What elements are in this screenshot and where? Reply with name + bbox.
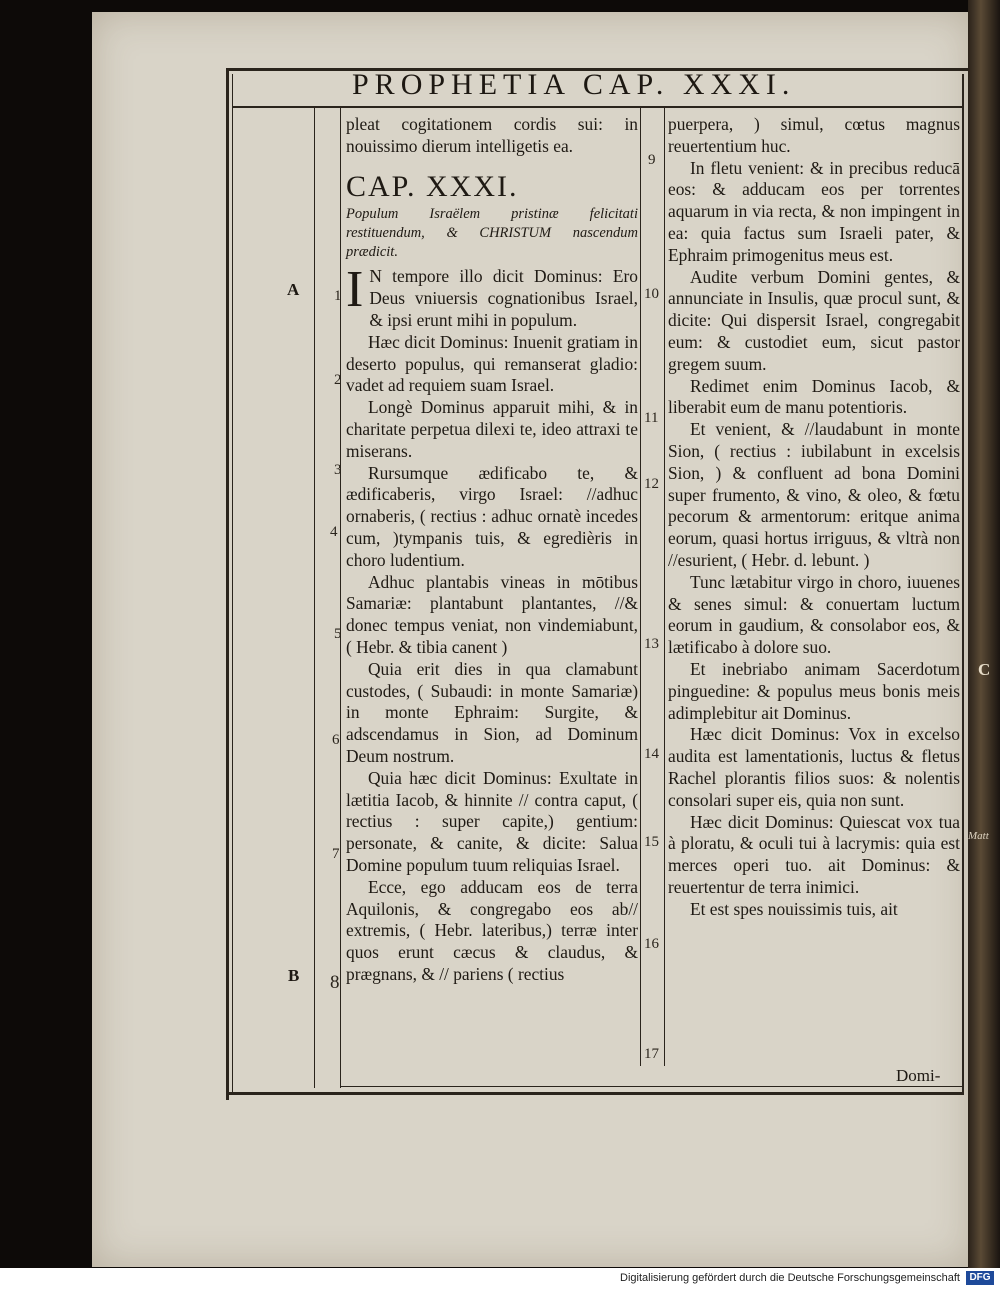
- left-text-column: [346, 114, 638, 986]
- verse-number: 8: [330, 972, 340, 993]
- right-rule: [962, 74, 964, 1092]
- verse-13: Tunc lætabitur virgo in choro, iuuenes & senes simul: & conuertam luctum eorum in gaudium, & consolabor eos, & lætificabo à dolore suo.: [668, 571, 960, 658]
- digitization-credit: Digitalisierung gefördert durch die Deutsche Forschungsgemeinschaft: [620, 1272, 960, 1284]
- verse-3: Longè Dominus apparuit mihi, & in charitate perpetua dilexi te, ideo attraxi te miserans.: [346, 397, 638, 461]
- running-title: PROPHETIA CAP. XXXI.: [352, 68, 796, 101]
- book-edge: [968, 0, 1000, 1270]
- verse-10: Audite verbum Domini gentes, & annunciate in Insulis, quæ procul sunt, & dicite: Qui dispersit Israel, congregabit eum: & custodiet eum, sicut pastor gregem suum.: [668, 266, 960, 374]
- margin-rule: [314, 108, 315, 1088]
- verse-7: Quia hæc dicit Dominus: Exultate in lætitia Iacob, & hinnite // contra caput, ( rectius : super capite,) gentium: personate, & canite, & dicite: Salua Domine populum tuum reliquias Israel.: [346, 767, 638, 875]
- left-inner-rule: [232, 74, 233, 1092]
- margin-letter-c: C: [978, 660, 991, 679]
- marginal-reference: Matt: [968, 830, 989, 842]
- left-outer-rule: [226, 68, 229, 1100]
- verse-12: Et venient, & //laudabunt in monte Sion, ( rectius : iubilabunt in excelsis Sion, ) & confluent ad bona Domini super frumento, & vino, & oleo, & fœtu pecorum & armentorum: eritque anima eorum, quasi hortus irriguus, & vltrà non //esurient, ( Hebr. d. lebunt. ): [668, 419, 960, 570]
- header-rule: [232, 106, 964, 108]
- verse-11: Redimet enim Dominus Iacob, & liberabit eum de manu potentioris.: [668, 375, 960, 418]
- verse-15: Hæc dicit Dominus: Vox in excelso audita est lamentationis, luctus & fletus Rachel plorantis filios suos: & nolentis consolari super eis, quia non sunt.: [668, 724, 960, 810]
- verse-6: Quia erit dies in qua clamabunt custodes, ( Subaudi: in monte Samariæ) in monte Ephraim: Surgite, & adscendamus in Sion, ad Dominum Deum nostrum.: [346, 658, 638, 766]
- chapter-heading: CAP. XXXI.: [346, 169, 519, 203]
- verse-number: 16: [644, 936, 659, 952]
- verse-8: Ecce, ego adducam eos de terra Aquilonis, & congregabo eos ab// extremis, ( Hebr. lateribus,) terræ inter quos erunt cæcus & claudus, & prægnans, & // pariens ( rectius: [346, 876, 638, 984]
- verse-number: 13: [644, 636, 659, 652]
- verse-number: 4: [330, 524, 338, 540]
- verse-16: Hæc dicit Dominus: Quiescat vox tua à ploratu, & oculi tui à lacrymis: quia est merces operi tuo. ait Dominus: & reuertentur de terra inimici.: [668, 811, 960, 897]
- margin-letter-a: A: [287, 280, 300, 299]
- verse-number: 11: [644, 410, 659, 426]
- verse-number: 1: [334, 288, 342, 304]
- bottom-inner-rule: [340, 1086, 962, 1087]
- catchword: Domi-: [896, 1066, 941, 1085]
- verse-text: N tempore illo dicit Dominus: Ero Deus vniuersis cognationibus Israel, & ipsi erunt mihi in populum.: [369, 266, 638, 330]
- verse-number: 15: [644, 834, 659, 850]
- verse-17: Et est spes nouissimis tuis, ait: [690, 898, 898, 919]
- verse-1: [346, 261, 638, 331]
- verse-number: 12: [644, 476, 659, 492]
- center-rule-left: [640, 108, 641, 1066]
- verse-number: 3: [334, 462, 342, 478]
- margin-letter-b: B: [288, 966, 300, 985]
- dfg-logo-icon: DFG: [966, 1271, 994, 1285]
- verse-number: 7: [332, 846, 340, 862]
- carryover-text: puerpera, ) simul, cœtus magnus reuertentium huc.: [668, 114, 960, 156]
- verse-number: 6: [332, 732, 340, 748]
- bottom-rule: [226, 1092, 964, 1095]
- verse-number: 2: [334, 372, 342, 388]
- verse-9: In fletu venient: & in precibus reducā eos: & adducam eos per torrentes aquarum in via recta, & non impingent in ea: quia factus sum Israeli pater, & Ephraim primogenitus meus est.: [668, 157, 960, 265]
- verse-2: Hæc dicit Dominus: Inuenit gratiam in deserto populus, qui remanserat gladio: vadet ad requiem suam Israel.: [346, 331, 638, 396]
- verse-number: 17: [644, 1046, 659, 1062]
- center-rule-right: [664, 108, 665, 1066]
- verse-number: 9: [648, 152, 656, 168]
- verse-number: 10: [644, 286, 659, 302]
- left-text-rule: [340, 108, 341, 1088]
- drop-cap: I: [346, 261, 364, 319]
- carryover-text: pleat cogitationem cordis sui: in nouissimo dierum intelligetis ea.: [346, 114, 638, 156]
- verse-5: Adhuc plantabis vineas in mōtibus Samariæ: plantabunt plantantes, //& donec tempus veniat, non vindemiabunt, ( Hebr. & tibia canent ): [346, 571, 638, 657]
- right-text-column: [668, 114, 960, 920]
- verse-number: 14: [644, 746, 659, 762]
- verse-14: Et inebriabo animam Sacerdotum pinguedine: & populus meus bonis meis adimplebitur ait Dominus.: [668, 658, 960, 723]
- verse-number: 5: [334, 626, 342, 642]
- verse-4: Rursumque ædificabo te, & ædificaberis, virgo Israel: //adhuc ornaberis, ( rectius : adhuc ornatè incedes cum, )tympanis tuis, & egredièris in choro ludentium.: [346, 462, 638, 570]
- chapter-summary: Populum Israëlem pristinæ felicitati restituendum, & CHRISTUM nascendum prædicit.: [346, 206, 638, 261]
